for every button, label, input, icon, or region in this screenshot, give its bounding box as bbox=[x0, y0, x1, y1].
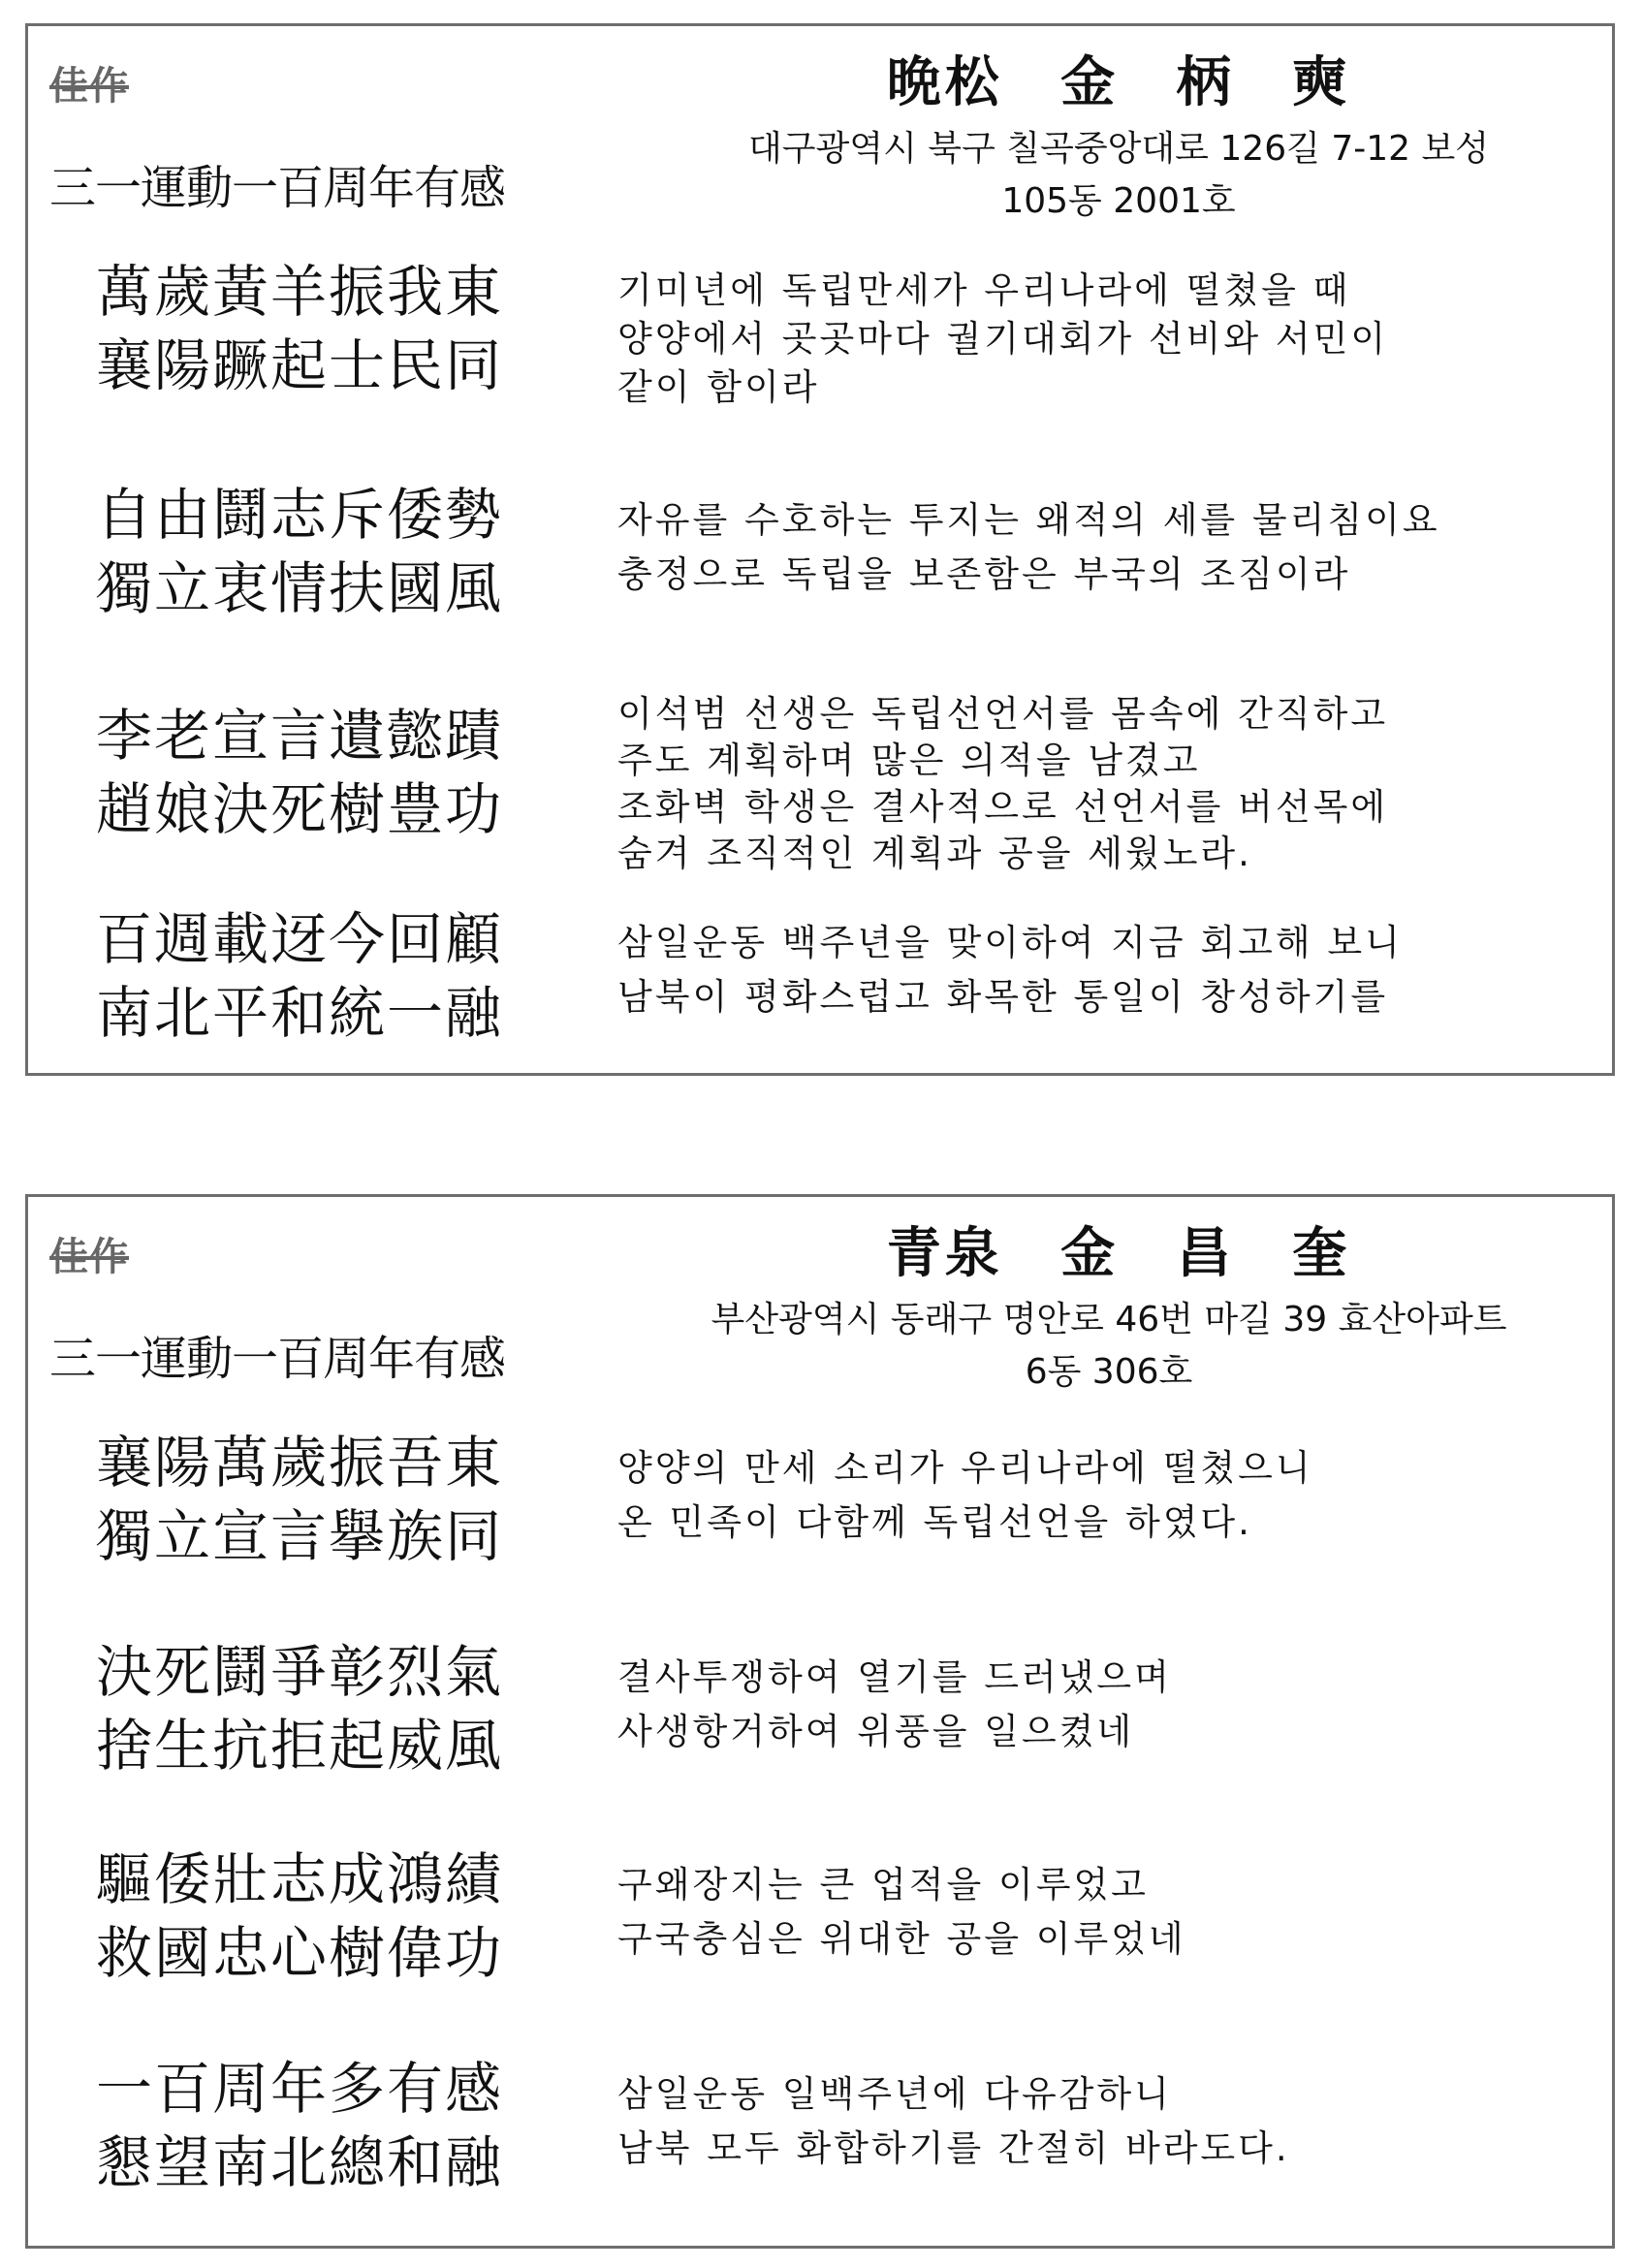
address-line: 대구광역시 북구 칠곡중앙대로 126길 7-12 보성 bbox=[747, 129, 1490, 169]
author-address bbox=[629, 123, 1608, 228]
korean-translation bbox=[617, 2067, 1606, 2176]
hanja-verse bbox=[96, 1843, 600, 1990]
korean-translation bbox=[617, 916, 1606, 1024]
hanja-verse bbox=[96, 478, 600, 625]
korean-translation bbox=[617, 1858, 1606, 1967]
translation-line: 양양에서 곳곳마다 궐기대회가 선비와 서민이 bbox=[617, 318, 1389, 360]
translation-line: 삼일운동 일백주년에 다유감하니 bbox=[617, 2073, 1172, 2115]
translation-line: 주도 계획하며 많은 의적을 남겼고 bbox=[617, 740, 1201, 781]
award-badge: 佳作 bbox=[49, 1235, 129, 1279]
translation-line: 충정으로 독립을 보존함은 부국의 조짐이라 bbox=[617, 553, 1351, 595]
award-badge: 佳作 bbox=[49, 64, 129, 109]
hanja-line: 自由鬪志斥倭勢 bbox=[96, 482, 504, 548]
address-line: 105동 2001호 bbox=[1001, 181, 1236, 221]
poem-title: 三一運動一百周年有感 bbox=[49, 1332, 506, 1386]
poem-title: 三一運動一百周年有感 bbox=[49, 161, 506, 215]
stanza bbox=[28, 1426, 1612, 1581]
hanja-line: 萬歲黃羊振我東 bbox=[96, 259, 504, 325]
hanja-line: 驅倭壯志成鴻績 bbox=[96, 1846, 504, 1912]
hanja-line: 李老宣言遺懿蹟 bbox=[96, 703, 504, 769]
hanja-verse bbox=[96, 902, 600, 1050]
translation-line: 사생항거하여 위풍을 일으켰네 bbox=[617, 1711, 1135, 1752]
translation-line: 숨겨 조직적인 계획과 공을 세웠노라. bbox=[617, 833, 1252, 874]
korean-translation bbox=[617, 1651, 1606, 1759]
hanja-verse bbox=[96, 1635, 600, 1782]
translation-line: 남북이 평화스럽고 화목한 통일이 창성하기를 bbox=[617, 976, 1389, 1018]
translation-line: 결사투쟁하여 열기를 드러냈으며 bbox=[617, 1656, 1172, 1698]
stanza bbox=[28, 902, 1612, 1057]
stanza bbox=[28, 1843, 1612, 1998]
korean-translation bbox=[617, 493, 1606, 602]
author-name: 青泉 金 昌 奎 bbox=[886, 1221, 1351, 1285]
korean-translation bbox=[617, 267, 1606, 412]
hanja-line: 趙娘決死樹豊功 bbox=[96, 776, 504, 842]
author-address bbox=[610, 1294, 1608, 1399]
address-line: 6동 306호 bbox=[1025, 1352, 1193, 1392]
author-name: 晩松 金 柄 奭 bbox=[886, 50, 1351, 114]
translation-line: 남북 모두 화합하기를 간절히 바라도다. bbox=[617, 2127, 1290, 2169]
hanja-line: 決死鬪爭彰烈氣 bbox=[96, 1639, 504, 1705]
hanja-verse bbox=[96, 1426, 600, 1573]
translation-line: 조화벽 학생은 결사적으로 선언서를 버선목에 bbox=[617, 786, 1389, 828]
hanja-verse bbox=[96, 255, 600, 402]
translation-line: 자유를 수호하는 투지는 왜적의 세를 물리침이요 bbox=[617, 499, 1440, 541]
translation-line: 양양의 만세 소리가 우리나라에 떨쳤으니 bbox=[617, 1447, 1313, 1489]
stanza bbox=[28, 1635, 1612, 1790]
translation-line: 같이 함이라 bbox=[617, 366, 820, 408]
hanja-line: 捨生抗拒起威風 bbox=[96, 1713, 504, 1779]
hanja-line: 獨立宣言擧族同 bbox=[96, 1503, 504, 1569]
poem-card bbox=[25, 23, 1615, 1076]
stanza bbox=[28, 255, 1612, 410]
hanja-line: 懇望南北總和融 bbox=[96, 2129, 504, 2195]
poem-card bbox=[25, 1194, 1615, 2249]
hanja-verse bbox=[96, 2052, 600, 2199]
korean-translation bbox=[617, 691, 1606, 877]
korean-translation bbox=[617, 1441, 1606, 1550]
stanza bbox=[28, 691, 1612, 885]
stanza bbox=[28, 2052, 1612, 2207]
translation-line: 온 민족이 다함께 독립선언을 하였다. bbox=[617, 1501, 1252, 1543]
translation-line: 삼일운동 백주년을 맞이하여 지금 회고해 보니 bbox=[617, 922, 1403, 963]
hanja-line: 南北平和統一融 bbox=[96, 980, 504, 1046]
translation-line: 기미년에 독립만세가 우리나라에 떨쳤을 때 bbox=[617, 269, 1351, 311]
hanja-line: 一百周年多有感 bbox=[96, 2056, 504, 2122]
address-line: 부산광역시 동래구 명안로 46번 마길 39 효산아파트 bbox=[711, 1300, 1507, 1339]
hanja-line: 百週載迓今回顧 bbox=[96, 906, 504, 972]
translation-line: 이석범 선생은 독립선언서를 몸속에 간직하고 bbox=[617, 693, 1389, 735]
hanja-line: 獨立衷情扶國風 bbox=[96, 555, 504, 621]
translation-line: 구왜장지는 큰 업적을 이루었고 bbox=[617, 1864, 1149, 1906]
hanja-line: 襄陽萬歲振吾東 bbox=[96, 1430, 504, 1496]
hanja-verse bbox=[96, 699, 600, 846]
hanja-line: 救國忠心樹偉功 bbox=[96, 1920, 504, 1986]
hanja-line: 襄陽蹶起士民同 bbox=[96, 332, 504, 398]
translation-line: 구국충심은 위대한 공을 이루었네 bbox=[617, 1918, 1186, 1960]
stanza bbox=[28, 478, 1612, 633]
